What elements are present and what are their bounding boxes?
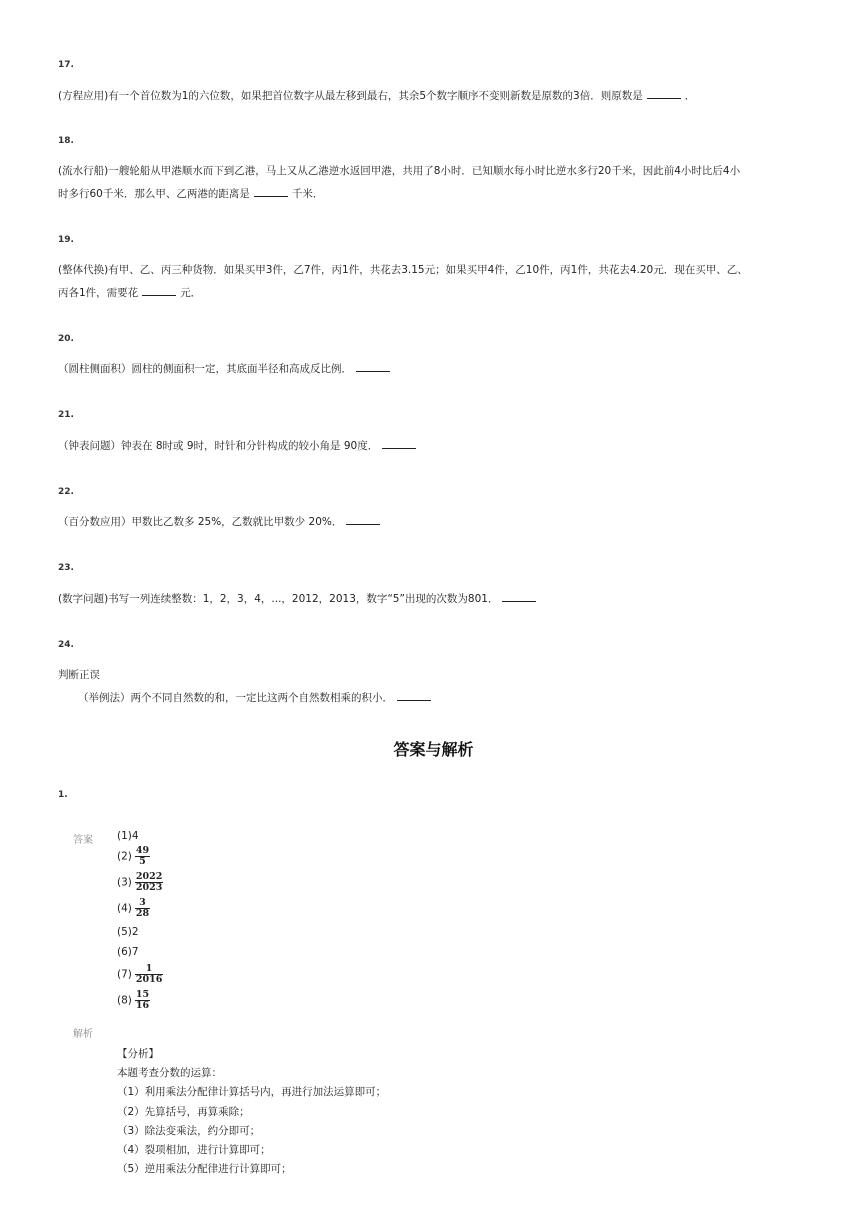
answer-item: (8) $\frac{15}{16}$ — [117, 989, 150, 1011]
answer-item: (6)7 — [117, 946, 139, 958]
analysis-line: （3）除法变乘法，约分即可； — [117, 1125, 261, 1137]
question-number: 18. — [58, 136, 74, 146]
answer-blank — [356, 362, 390, 372]
answer-item: (7) $\frac{1}{2016}$ — [117, 963, 163, 985]
question-text: 丙各1件，需要花 元． — [58, 287, 202, 299]
answer-label: 答案 — [73, 835, 93, 846]
answer-blank — [647, 89, 681, 99]
question-number: 21. — [58, 410, 74, 420]
answer-item: (5)2 — [117, 926, 139, 938]
question-text: (流水行船)一艘轮船从甲港顺水而下到乙港，马上又从乙港逆水返回甲港，共用了8小时．已知顺水每小时比逆水多行20千米，因此前4小时比后4小 — [58, 165, 741, 177]
fraction: $\frac{49}{5}$ — [135, 845, 150, 867]
question-text: （百分数应用）甲数比乙数多 25%，乙数就比甲数少 20%． — [58, 514, 384, 529]
question-text: （举例法）两个不同自然数的和，一定比这两个自然数相乘的积小． — [78, 690, 435, 705]
question-text: （钟表问题）钟表在 8时或 9时，时针和分针构成的较小角是 90度． — [58, 438, 420, 453]
answer-item: (1)4 — [117, 830, 139, 842]
question-number: 20. — [58, 334, 74, 344]
analysis-line: （2）先算括号，再算乘除； — [117, 1106, 250, 1118]
analysis-line: 【分析】 — [117, 1048, 159, 1060]
answer-blank — [382, 439, 416, 449]
question-number: 17. — [58, 60, 74, 70]
question-text: (方程应用)有一个首位数为1的六位数，如果把首位数字从最左移到最右，其余5个数字顺序不变则新数是原数的3倍．则原数是 ． — [58, 90, 696, 102]
analysis-line: （1）利用乘法分配律计算括号内，再进行加法运算即可； — [117, 1086, 387, 1098]
fraction: $\frac{15}{16}$ — [135, 989, 150, 1011]
answer-blank — [254, 187, 288, 197]
answer-item: (3) $\frac{2022}{2023}$ — [117, 871, 163, 893]
question-number: 19. — [58, 235, 74, 245]
question-text: 时多行60千米．那么甲、乙两港的距离是 千米． — [58, 188, 324, 200]
question-text: 判断正误 — [58, 669, 100, 681]
question-text: (整体代换)有甲、乙、丙三种货物．如果买甲3件，乙7件，丙1件，共花去3.15元；如果买甲4件，乙10件，丙1件，共花去4.20元．现在买甲、乙、 — [58, 264, 748, 276]
answer-blank — [346, 515, 380, 525]
analysis-line: （4）裂项相加，进行计算即可； — [117, 1144, 271, 1156]
answer-blank — [502, 592, 536, 602]
question-number: 23. — [58, 563, 74, 573]
answer-item: (4) $\frac{3}{28}$ — [117, 897, 150, 919]
question-number: 24. — [58, 640, 74, 650]
fraction: $\frac{1}{2016}$ — [135, 963, 163, 985]
fraction: $\frac{3}{28}$ — [135, 897, 150, 919]
question-text: （圆柱侧面积）圆柱的侧面积一定，其底面半径和高成反比例． — [58, 361, 394, 376]
question-number: 22. — [58, 487, 74, 497]
analysis-line: （5）逆用乘法分配律进行计算即可； — [117, 1163, 292, 1175]
answer-blank — [397, 691, 431, 701]
question-text: (数字问题)书写一列连续整数：1，2，3，4，...，2012，2013，数字“5”出现的次数为801． — [58, 591, 540, 606]
answer-blank — [142, 286, 176, 296]
analysis-line: 本题考查分数的运算： — [117, 1067, 222, 1079]
analysis-label: 解析 — [73, 1029, 93, 1040]
answer-number: 1. — [58, 790, 68, 800]
answer-item: (2) $\frac{49}{5}$ — [117, 845, 150, 867]
fraction: $\frac{2022}{2023}$ — [135, 871, 163, 893]
section-title: 答案与解析 — [393, 740, 474, 759]
